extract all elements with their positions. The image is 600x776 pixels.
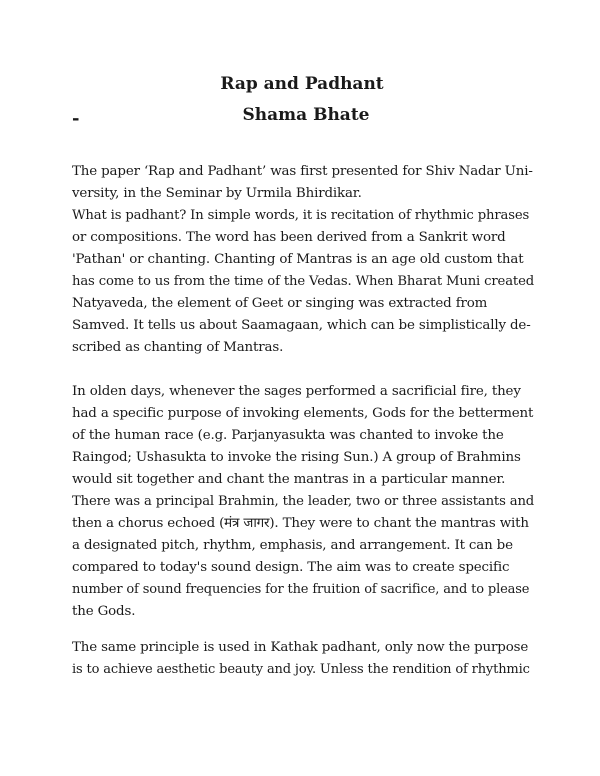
- text-line: the Gods.: [72, 604, 136, 619]
- text-line: or compositions. The word has been derived from a Sankrit word: [72, 230, 506, 245]
- document-title: Rap and Padhant: [220, 74, 384, 94]
- text-line: 'Pathan' or chanting. Chanting of Mantras is an age old custom that: [72, 252, 524, 267]
- text-line: Natyaveda, the element of Geet or singing was extracted from: [72, 296, 488, 311]
- text-line: In olden days, whenever the sages performed a sacrificial fire, they: [72, 384, 521, 399]
- author-dash: -: [72, 108, 80, 129]
- paragraph-3: [72, 637, 532, 681]
- text-line: Samved. It tells us about Saamagaan, which can be simplistically de-: [72, 318, 531, 333]
- text-line: compared to today's sound design. The aim was to create specific: [72, 560, 510, 575]
- document-author: Shama Bhate: [242, 105, 370, 125]
- paragraph-2: [72, 381, 535, 623]
- text-line: The same principle is used in Kathak padhant, only now the purpose: [72, 640, 529, 655]
- text-line: has come to us from the time of the Vedas. When Bharat Muni created: [72, 274, 535, 289]
- text-line: The paper ‘Rap and Padhant’ was first presented for Shiv Nadar Uni-: [72, 164, 533, 179]
- text-line: is to achieve aesthetic beauty and joy. Unless the rendition of rhythmic: [72, 662, 530, 677]
- text-line: versity, in the Seminar by Urmila Bhirdikar.: [72, 186, 362, 201]
- text-line: There was a principal Brahmin, the leader, two or three assistants and: [72, 494, 535, 509]
- text-line: had a specific purpose of invoking elements, Gods for the betterment: [72, 406, 534, 421]
- text-line: Raingod; Ushasukta to invoke the rising Sun.) A group of Brahmins: [72, 450, 521, 465]
- text-line: number of sound frequencies for the fruition of sacrifice, and to please: [72, 582, 530, 597]
- text-line: then a chorus echoed (मंत्र जागर). They were to chant the mantras with: [72, 516, 529, 531]
- text-line: a designated pitch, rhythm, emphasis, and arrangement. It can be: [72, 538, 513, 553]
- text-line: scribed as chanting of Mantras.: [72, 340, 284, 355]
- paragraph-1: [72, 161, 535, 359]
- text-line: What is padhant? In simple words, it is recitation of rhythmic phrases: [72, 208, 530, 223]
- text-line: of the human race (e.g. Parjanyasukta was chanted to invoke the: [72, 428, 504, 443]
- text-line: would sit together and chant the mantras in a particular manner.: [72, 472, 506, 487]
